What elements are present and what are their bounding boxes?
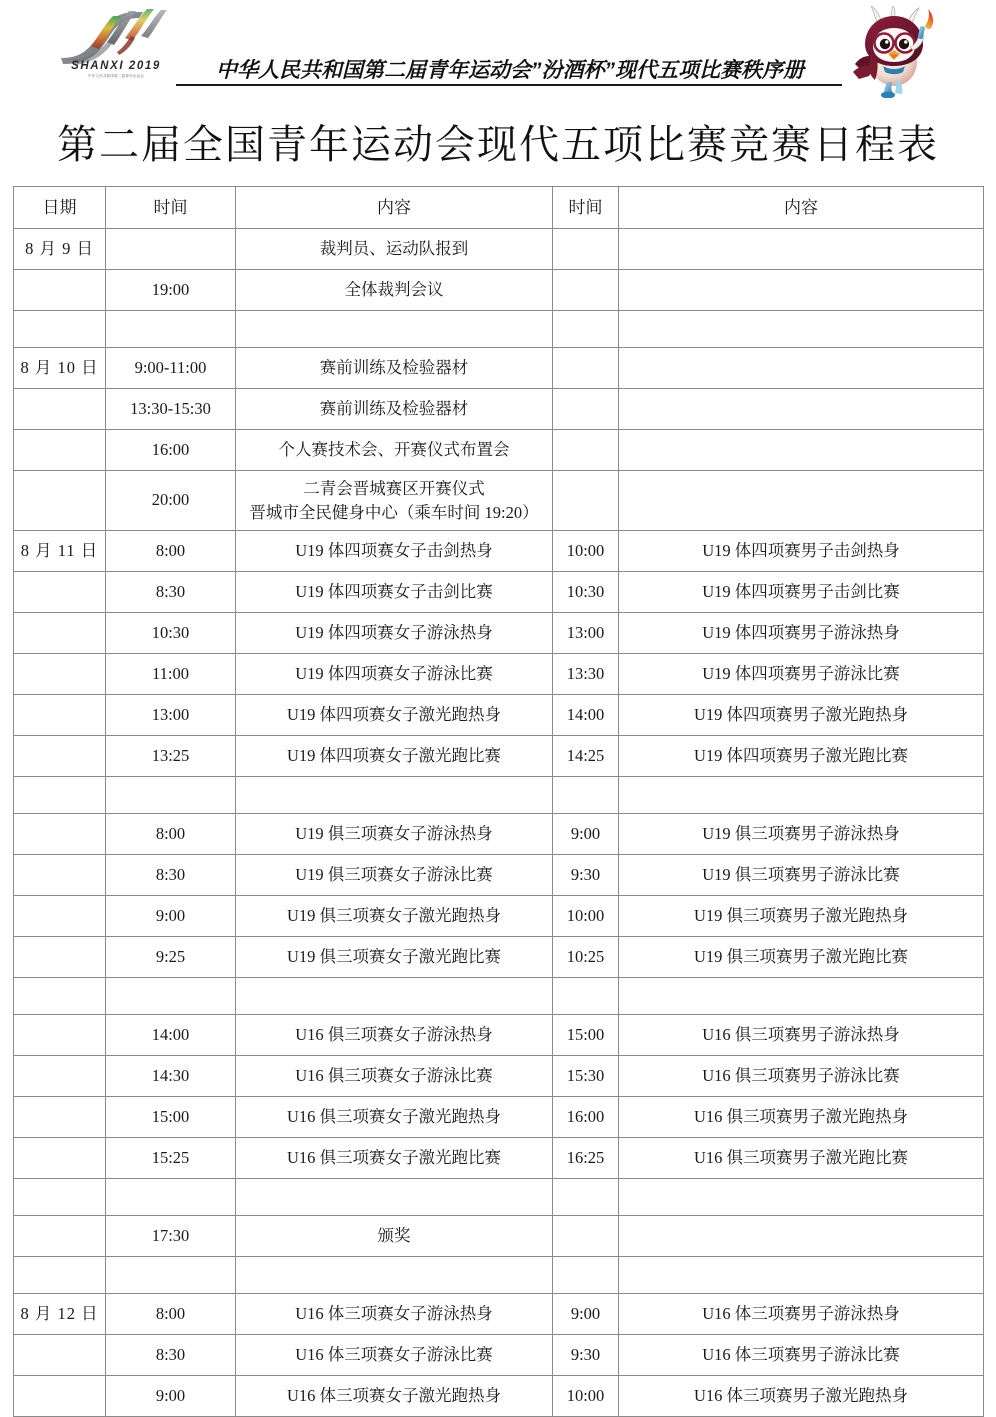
cell-content-2: U19 体四项赛男子击剑热身 [619,531,984,572]
cell-time-1: 19:00 [106,270,236,311]
cell-content-1: 全体裁判会议 [236,270,553,311]
cell-date [14,270,106,311]
table-row [14,1376,984,1417]
table-spacer-row [14,978,984,1015]
cell-content-2: U19 俱三项赛男子游泳比赛 [619,855,984,896]
cell-time-1: 13:30-15:30 [106,389,236,430]
cell-time-2: 16:00 [553,1097,619,1138]
cell-content-1: U19 体四项赛女子激光跑热身 [236,695,553,736]
cell-time-2: 9:30 [553,855,619,896]
mascot-owl-icon [845,6,945,98]
cell-date [14,777,106,814]
cell-content-2: U19 体四项赛男子激光跑比赛 [619,736,984,777]
cell-time-2: 13:00 [553,613,619,654]
cell-date [14,311,106,348]
cell-date [14,654,106,695]
cell-time-1: 15:25 [106,1138,236,1179]
cell-date [14,389,106,430]
cell-content-1: U16 俱三项赛女子激光跑热身 [236,1097,553,1138]
cell-time-2: 10:25 [553,937,619,978]
cell-content-2 [619,430,984,471]
cell-time-2: 14:25 [553,736,619,777]
table-row [14,654,984,695]
cell-time-1: 9:00 [106,1376,236,1417]
cell-content-1 [236,311,553,348]
cell-time-1 [106,1179,236,1216]
table-row [14,389,984,430]
cell-time-1: 9:00 [106,896,236,937]
table-row [14,896,984,937]
column-header-time-2: 时间 [553,187,619,229]
column-header-content-1: 内容 [236,187,553,229]
cell-date [14,1335,106,1376]
cell-date [14,855,106,896]
table-spacer-row [14,1179,984,1216]
cell-time-2 [553,389,619,430]
cell-content-1: U19 体四项赛女子击剑比赛 [236,572,553,613]
table-row [14,270,984,311]
table-row [14,471,984,531]
cell-date [14,814,106,855]
cell-time-1: 8:30 [106,1335,236,1376]
cell-content-2: U19 体四项赛男子游泳热身 [619,613,984,654]
cell-time-1: 8:00 [106,1294,236,1335]
cell-content-2 [619,978,984,1015]
document-running-title: 中华人民共和国第二届青年运动会”汾酒杯”现代五项比赛秩序册 [216,59,804,82]
cell-date [14,1097,106,1138]
cell-content-1: U16 俱三项赛女子游泳热身 [236,1015,553,1056]
cell-content-1: 个人赛技术会、开赛仪式布置会 [236,430,553,471]
column-header-time-1: 时间 [106,187,236,229]
cell-content-2 [619,471,984,531]
cell-content-2: U19 体四项赛男子游泳比赛 [619,654,984,695]
cell-time-2: 15:00 [553,1015,619,1056]
cell-content-1 [236,1179,553,1216]
cell-time-1: 13:25 [106,736,236,777]
table-row [14,695,984,736]
cell-content-2: U19 俱三项赛男子激光跑比赛 [619,937,984,978]
cell-date [14,736,106,777]
cell-content-2: U16 俱三项赛男子激光跑热身 [619,1097,984,1138]
table-spacer-row [14,311,984,348]
cell-time-2 [553,1257,619,1294]
cell-date [14,1179,106,1216]
cell-content-2 [619,229,984,270]
cell-time-2: 10:00 [553,1376,619,1417]
cell-time-2: 10:00 [553,896,619,937]
table-row [14,531,984,572]
table-row [14,855,984,896]
cell-time-1: 13:00 [106,695,236,736]
cell-date: 8 月 10 日 [14,348,106,389]
table-row [14,814,984,855]
cell-content-2: U16 俱三项赛男子激光跑比赛 [619,1138,984,1179]
table-row [14,613,984,654]
table-row [14,348,984,389]
cell-time-1: 9:25 [106,937,236,978]
cell-date [14,1015,106,1056]
cell-content-2: U16 体三项赛男子激光跑热身 [619,1376,984,1417]
cell-content-2: U19 体四项赛男子激光跑热身 [619,695,984,736]
cell-date [14,1138,106,1179]
cell-time-2 [553,978,619,1015]
cell-content-1 [236,1257,553,1294]
cell-content-2 [619,311,984,348]
cell-time-1: 14:00 [106,1015,236,1056]
header-underline [176,84,842,86]
cell-date [14,430,106,471]
cell-time-2 [553,1216,619,1257]
cell-time-1: 17:30 [106,1216,236,1257]
cell-date [14,613,106,654]
cell-time-2 [553,430,619,471]
cell-time-1: 8:00 [106,531,236,572]
table-row [14,736,984,777]
cell-content-1: U19 体四项赛女子激光跑比赛 [236,736,553,777]
cell-content-1 [236,978,553,1015]
cell-date [14,1056,106,1097]
cell-date [14,471,106,531]
cell-date [14,572,106,613]
cell-time-1: 20:00 [106,471,236,531]
cell-content-2: U16 俱三项赛男子游泳热身 [619,1015,984,1056]
table-row [14,229,984,270]
cell-content-1: 颁奖 [236,1216,553,1257]
table-head [14,187,984,229]
cell-time-2: 10:00 [553,531,619,572]
cell-content-1: U16 体三项赛女子游泳比赛 [236,1335,553,1376]
column-header-date: 日期 [14,187,106,229]
cell-content-2 [619,389,984,430]
cell-time-1: 8:00 [106,814,236,855]
cell-content-1: U16 俱三项赛女子游泳比赛 [236,1056,553,1097]
cell-time-1: 15:00 [106,1097,236,1138]
schedule-table-container [13,186,983,1417]
cell-content-1: 赛前训练及检验器材 [236,389,553,430]
column-header-content-2: 内容 [619,187,984,229]
table-row [14,1097,984,1138]
cell-time-1 [106,229,236,270]
cell-date [14,1216,106,1257]
document-header [0,0,996,103]
cell-time-2 [553,471,619,531]
cell-content-2: U16 体三项赛男子游泳比赛 [619,1335,984,1376]
cell-content-2: U19 体四项赛男子击剑比赛 [619,572,984,613]
emblem-swoosh-icon [55,8,177,66]
cell-time-1 [106,1257,236,1294]
cell-date [14,1257,106,1294]
cell-time-1: 10:30 [106,613,236,654]
cell-time-1: 14:30 [106,1056,236,1097]
cell-time-1: 16:00 [106,430,236,471]
cell-content-1: U16 俱三项赛女子激光跑比赛 [236,1138,553,1179]
cell-time-1: 8:30 [106,572,236,613]
page-title: 第二届全国青年运动会现代五项比赛竞赛日程表 [57,122,939,167]
cell-time-1: 9:00-11:00 [106,348,236,389]
cell-date [14,978,106,1015]
shanxi-2019-mascot-owl [845,6,945,98]
cell-date [14,1376,106,1417]
table-body [14,229,984,1417]
cell-time-2 [553,777,619,814]
cell-time-2: 14:00 [553,695,619,736]
cell-time-2 [553,229,619,270]
cell-time-1 [106,777,236,814]
table-row [14,1294,984,1335]
emblem-subtitle: 中华人民共和国第二届青年运动会 [87,74,145,78]
table-row [14,430,984,471]
cell-content-1: 裁判员、运动队报到 [236,229,553,270]
cell-content-1: U19 俱三项赛女子激光跑比赛 [236,937,553,978]
cell-time-2: 16:25 [553,1138,619,1179]
cell-date [14,695,106,736]
cell-content-1: U16 体三项赛女子激光跑热身 [236,1376,553,1417]
cell-content-2 [619,1216,984,1257]
table-row [14,572,984,613]
cell-content-2 [619,270,984,311]
cell-date: 8 月 12 日 [14,1294,106,1335]
cell-time-2: 10:30 [553,572,619,613]
table-header-row [14,187,984,229]
cell-date: 8 月 11 日 [14,531,106,572]
cell-content-1: U19 俱三项赛女子游泳热身 [236,814,553,855]
cell-content-2 [619,777,984,814]
shanxi-2019-games-emblem [55,8,177,94]
cell-time-2: 9:00 [553,1294,619,1335]
cell-content-2 [619,348,984,389]
table-spacer-row [14,1257,984,1294]
cell-content-1: U19 体四项赛女子游泳热身 [236,613,553,654]
cell-time-2: 15:30 [553,1056,619,1097]
cell-date: 8 月 9 日 [14,229,106,270]
cell-time-1 [106,978,236,1015]
cell-date [14,896,106,937]
cell-time-2: 13:30 [553,654,619,695]
table-row [14,1335,984,1376]
cell-time-2 [553,348,619,389]
cell-content-1: U19 体四项赛女子游泳比赛 [236,654,553,695]
cell-time-1: 11:00 [106,654,236,695]
cell-content-2 [619,1179,984,1216]
table-row [14,1216,984,1257]
table-row [14,1015,984,1056]
competition-schedule-table [13,186,984,1417]
cell-content-1: 赛前训练及检验器材 [236,348,553,389]
cell-time-1: 8:30 [106,855,236,896]
cell-content-1: U19 俱三项赛女子游泳比赛 [236,855,553,896]
emblem-wordmark: SHANXI 2019 [71,60,161,72]
cell-time-2 [553,1179,619,1216]
cell-time-2 [553,311,619,348]
cell-content-1: U19 俱三项赛女子激光跑热身 [236,896,553,937]
cell-content-2: U16 体三项赛男子游泳热身 [619,1294,984,1335]
table-row [14,1138,984,1179]
cell-time-1 [106,311,236,348]
cell-content-2 [619,1257,984,1294]
cell-time-2 [553,270,619,311]
cell-content-1: 二青会晋城赛区开赛仪式 晋城市全民健身中心（乘车时间 19:20） [236,471,553,531]
cell-content-1: U16 体三项赛女子游泳热身 [236,1294,553,1335]
table-row [14,1056,984,1097]
cell-content-1: U19 体四项赛女子击剑热身 [236,531,553,572]
cell-time-2: 9:30 [553,1335,619,1376]
table-spacer-row [14,777,984,814]
table-row [14,937,984,978]
cell-content-2: U19 俱三项赛男子游泳热身 [619,814,984,855]
cell-time-2: 9:00 [553,814,619,855]
cell-content-2: U19 俱三项赛男子激光跑热身 [619,896,984,937]
cell-date [14,937,106,978]
cell-content-2: U16 俱三项赛男子游泳比赛 [619,1056,984,1097]
cell-content-1 [236,777,553,814]
